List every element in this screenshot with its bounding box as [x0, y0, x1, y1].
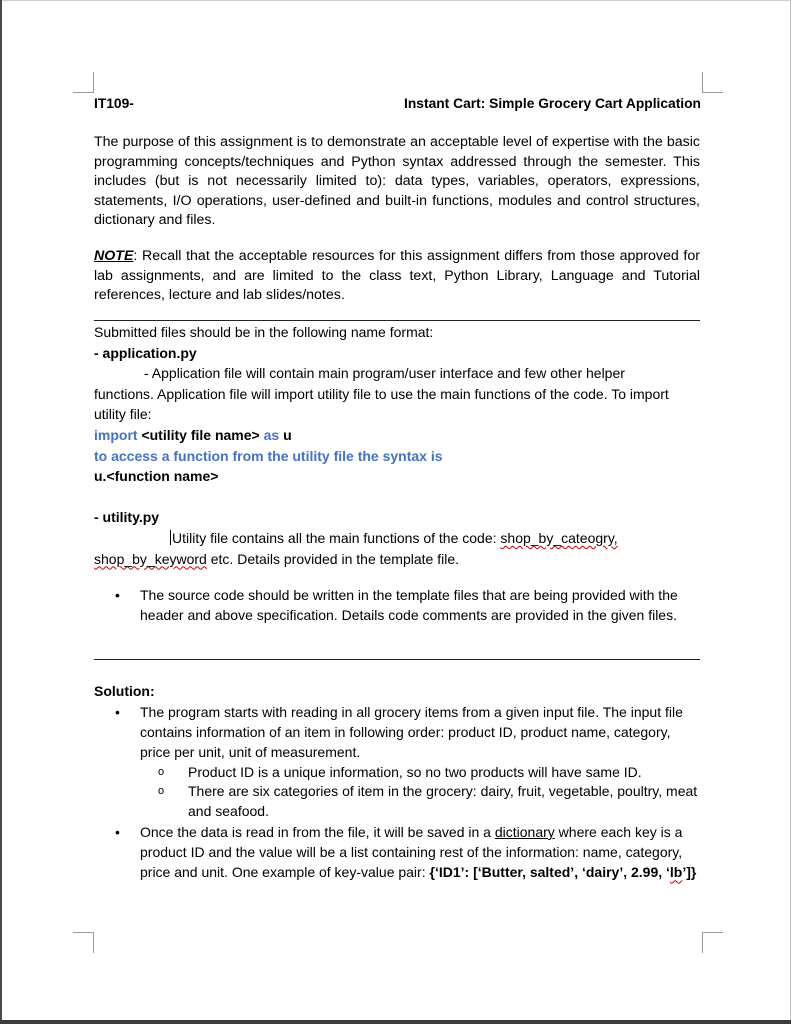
spec-intro: Submitted files should be in the following name format: — [94, 324, 434, 340]
bullet-2-text-b: where each key is a product ID and the value will be a list containing rest of the information: name, category, price and unit. One example of key-value pair: — [140, 824, 683, 881]
crop-mark-top-right — [702, 72, 723, 93]
import-statement — [94, 425, 700, 446]
example-pair — [430, 864, 697, 880]
utility-desc-text: Utility file contains all the main functions of the code: — [172, 529, 501, 546]
example-pair-end: ’]} — [682, 864, 697, 881]
solution-bullet-2-text — [140, 822, 700, 883]
bullet-icon: • — [115, 824, 120, 840]
spec-bullet — [94, 585, 700, 625]
solution-bullet-1 — [94, 702, 700, 763]
crop-mark-bottom-left — [73, 932, 94, 953]
page-bottom-edge — [0, 1020, 791, 1024]
note-paragraph — [94, 247, 700, 306]
section-divider-bottom — [94, 659, 700, 660]
app-desc-line-3: utility file: — [94, 406, 152, 423]
page-left-edge — [0, 0, 2, 1024]
solution-bullet-2 — [94, 822, 700, 883]
app-file-heading: - application.py — [94, 344, 197, 361]
solution-subbullet-2 — [140, 781, 700, 821]
solution-subbullet-1 — [140, 762, 700, 782]
note-text: : Recall that the acceptable resources for this assignment differs from those approved for lab assignments, and are limited to the class text, Python Library, Language and Tutorial references, lecture and lab slides/notes. — [94, 248, 700, 304]
bullet-icon: • — [115, 704, 120, 720]
function-shop-by-keyword: shop_by_keyword — [94, 550, 207, 567]
spacer — [94, 487, 700, 508]
solution-subbullet-2-text: There are six categories of item in the grocery: dairy, fruit, vegetable, poultry, meat and seafood. — [188, 783, 698, 820]
solution-subbullet-1-text: Product ID is a unique information, so no two products will have same ID. — [188, 764, 642, 780]
section-divider-top — [94, 320, 700, 321]
solution-heading: Solution: — [94, 683, 155, 699]
crop-mark-top-left — [73, 72, 94, 93]
access-instruction: to access a function from the utility file the syntax is — [94, 447, 443, 464]
example-pair-start: {‘ID1’: [‘Butter, salted’, ‘dairy’, 2.99, ‘ — [429, 864, 670, 881]
utility-desc-text-2: etc. Details provided in the template file. — [206, 550, 459, 567]
page-top-edge — [0, 0, 791, 1]
utility-desc-line-2 — [94, 549, 700, 570]
note-label: NOTE — [94, 248, 134, 264]
call-syntax: u.<function name> — [94, 468, 219, 485]
function-shop-by-category: shop_by_cateogry, — [500, 529, 618, 546]
spec-section — [94, 322, 700, 569]
app-desc-line-1: - Application file will contain main program/user interface and few other helper — [144, 365, 625, 382]
intro-paragraph: The purpose of this assignment is to demonstrate an acceptable level of expertise with the basic programming concepts/techniques and Python syntax addressed through the semester. This includes (but is not necessarily limited to): data types, variables, operators, expressions, statements, I/O operations, user-defined and built-in functions, modules and control structures, dictionary and files. — [94, 134, 700, 229]
crop-mark-bottom-right — [702, 932, 723, 953]
course-code: IT109- — [94, 96, 134, 111]
example-unit: lb — [669, 864, 683, 881]
utility-desc-line-1 — [94, 528, 700, 549]
circle-bullet-icon: o — [158, 785, 165, 797]
text-cursor — [170, 530, 171, 545]
bullet-2-text-a: Once the data is read in from the file, it will be saved in a — [140, 824, 495, 840]
app-desc-line-2: functions. Application file will import utility file to use the main functions of the code. To import — [94, 385, 669, 402]
import-keyword: import — [94, 426, 138, 443]
dictionary-term: dictionary — [494, 824, 555, 840]
spec-bullet-text: The source code should be written in the template files that are being provided with the header and above specification. Details code comments are provided in the given files. — [140, 587, 678, 624]
utility-file-heading: - utility.py — [94, 509, 160, 526]
import-alias: u — [283, 426, 292, 443]
circle-bullet-icon: o — [158, 766, 165, 778]
solution-bullet-1-text: The program starts with reading in all grocery items from a given input file. The input file contains information of an item in following order: product ID, product name, category, price per unit, unit of measurement. — [140, 704, 683, 761]
import-arg: <utility file name> — [141, 426, 260, 443]
as-keyword: as — [263, 426, 280, 443]
bullet-icon: • — [115, 587, 120, 603]
document-title: Instant Cart: Simple Grocery Cart Application — [404, 96, 701, 111]
